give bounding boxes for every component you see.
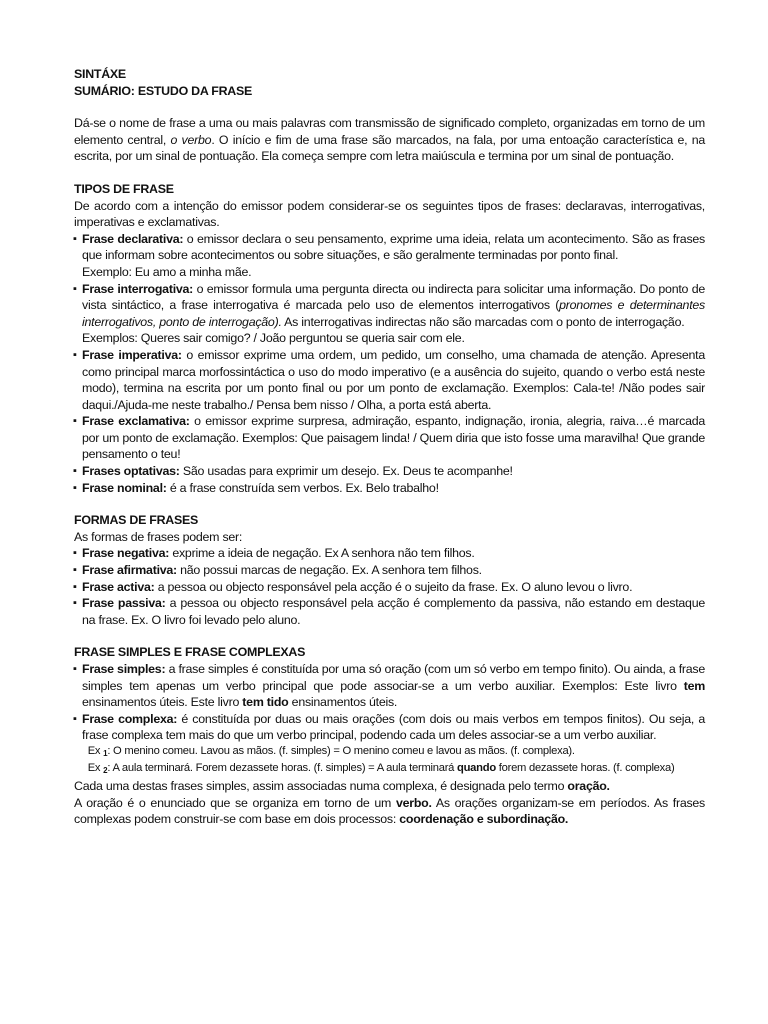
text-negativa: exprime a ideia de negação. Ex A senhora não tem filhos. (169, 546, 475, 561)
term-interrogativa: Frase interrogativa: (82, 281, 194, 296)
term-simples: Frase simples: (82, 662, 166, 676)
intro-text: Dá-se o nome de frase a uma ou mais palavras com transmissão de significado completo, organizadas em torno de um elemento central, (74, 116, 705, 147)
list-item-exclamativa (74, 413, 705, 463)
list-item-passiva (74, 595, 705, 628)
list-item-negativa (74, 545, 705, 562)
list-item-simples (74, 661, 705, 711)
list-item-imperativa (74, 347, 705, 413)
text-passiva: a pessoa ou objecto responsável pela acção é complemento da passiva, não estando em destaque na frase. Ex. O livro foi levado pelo aluno. (82, 596, 705, 627)
document-page (74, 66, 705, 828)
bold-tem: tem (683, 678, 705, 693)
example-2-text: : A aula terminará. Forem dezassete horas. (f. simples) = A aula terminará (107, 761, 458, 774)
list-item-activa (74, 579, 705, 596)
paragraph-oracao (74, 778, 705, 795)
intro-text-end: . O início e fim de uma frase são marcados, na fala, por uma entoação característica e, na escrita, por um sinal de pontuação. Ela começa sempre com letra maiúscula e termina por um sinal de pontuação. (74, 132, 705, 164)
term-nominal: Frase nominal: (82, 480, 167, 495)
bold-quando: quando (457, 761, 496, 774)
text-declarativa: o emissor declara o seu pensamento, exprime uma ideia, relata um acontecimento. São as frases que informam sobre acontecimentos ou sobre situações, e são geralmente terminadas por ponto final. (82, 231, 705, 263)
bold-tem-tido: tem tido (242, 695, 289, 710)
list-item-complexa (74, 711, 705, 744)
list-item-declarativa (74, 231, 705, 264)
example-2 (74, 761, 705, 778)
document-title: SINTÁXE (74, 67, 126, 81)
list-item-optativas (74, 463, 705, 480)
text-interrogativa-end: As interrogativas indirectas não são marcadas com o ponto de interrogação. (281, 314, 685, 329)
bold-oracao: oração. (567, 778, 610, 793)
list-item-afirmativa (74, 562, 705, 579)
text-afirmativa: não possui marcas de negação. Ex. A senhora tem filhos. (176, 563, 482, 578)
paragraph-oracao-text: Cada uma destas frases simples, assim associadas numa complexa, é designada pelo termo (74, 778, 568, 793)
formas-intro: As formas de frases podem ser: (74, 529, 243, 544)
text-optativas: São usadas para exprimir um desejo. Ex. Deus te acompanhe! (179, 464, 513, 479)
section-heading-simples-complexas: FRASE SIMPLES E FRASE COMPLEXAS (74, 645, 306, 660)
paragraph-verbo-text-2: As orações organizam-se em períodos. As frases complexas podem construir-se com base em dois processos: (74, 795, 705, 827)
section-heading-tipos: TIPOS DE FRASE (74, 181, 174, 196)
tipos-intro: De acordo com a intenção do emissor podem considerar-se os seguintes tipos de frases: declaravas, interrogativas, imperativas e exclamativas. (74, 198, 705, 230)
section-heading-formas: FORMAS DE FRASES (74, 513, 199, 528)
example-1-label: Ex (87, 744, 101, 757)
term-negativa: Frase negativa: (82, 546, 170, 561)
bold-verbo: verbo. (395, 795, 432, 810)
term-declarativa: Frase declarativa: (82, 231, 184, 246)
document-subtitle: SUMÁRIO: ESTUDO DA FRASE (74, 83, 253, 98)
text-simples-3: ensinamentos úteis. (288, 695, 398, 710)
list-item-nominal (74, 480, 705, 497)
term-optativas: Frases optativas: (82, 464, 180, 479)
bold-coordenacao-subordinacao: coordenação e subordinação. (399, 812, 569, 827)
term-activa: Frase activa: (82, 579, 155, 594)
text-exclamativa: o emissor exprime surpresa, admiração, espanto, indignação, ironia, alegria, raiva…é marcada por um ponto de exclamação. Exemplos: Que paisagem linda! / Quem diria que isto fosse uma maravilha! Que grande pensamento o teu! (82, 414, 705, 462)
intro-italic-verbo: o verbo (170, 132, 212, 147)
list-item-interrogativa (74, 281, 705, 331)
text-simples-2: ensinamentos úteis. Este livro (82, 695, 243, 710)
example-2-number: 2 (103, 765, 108, 775)
text-nominal: é a frase construída sem verbos. Ex. Belo trabalho! (166, 480, 439, 495)
paragraph-verbo-text: A oração é o enunciado que se organiza em torno de um (74, 795, 396, 810)
text-complexa: é constituída por duas ou mais orações (com dois ou mais verbos em tempos finitos). Ou seja, a frase complexa tem mais do que um verbo principal, podendo cada um deles associar-se a um verbo auxiliar. (82, 711, 706, 743)
term-complexa: Frase complexa: (82, 711, 178, 726)
intro-paragraph (74, 115, 705, 165)
paragraph-verbo (74, 795, 705, 828)
example-interrogativa: Exemplos: Queres sair comigo? / João perguntou se queria sair com ele. (82, 331, 465, 346)
text-simples: a frase simples é constituída por uma só oração (com um só verbo em tempo finito). Ou ainda, a frase simples tem apenas um verbo principal que pode associar-se a um verbo auxiliar. Exemplos: Este livro (82, 662, 705, 693)
term-exclamativa: Frase exclamativa: (82, 414, 190, 429)
example-2-text-end: forem dezassete horas. (f. complexa) (495, 761, 675, 774)
text-imperativa: o emissor exprime uma ordem, um pedido, um conselho, uma chamada de atenção. Apresenta como principal marca morfossintáctica o uso do modo imperativo (e a ausência do sujeito, quando o verbo está neste modo), termina na escrita por um ponto final ou por um ponto de exclamação. Exemplos: Cala-te! /Não podes sair daqui./Ajuda-me neste trabalho./ Pensa bem nisso / Olha, a porta está aberta. (82, 347, 705, 412)
term-passiva: Frase passiva: (82, 596, 166, 611)
term-afirmativa: Frase afirmativa: (82, 563, 177, 578)
example-1-text: : O menino comeu. Lavou as mãos. (f. simples) = O menino comeu e lavou as mãos. (f. complexa). (107, 744, 575, 757)
example-2-label: Ex (87, 761, 101, 774)
example-1 (74, 744, 705, 761)
example-1-number: 1 (103, 748, 108, 758)
example-declarativa: Exemplo: Eu amo a minha mãe. (82, 264, 252, 279)
text-interrogativa: o emissor formula uma pergunta directa ou indirecta para solicitar uma informação. Do ponto de vista sintáctico, a frase interrogativa é marcada pelo uso de elementos interrogativos ( (82, 281, 705, 313)
term-imperativa: Frase imperativa: (82, 347, 182, 362)
text-activa: a pessoa ou objecto responsável pela acção é o sujeito da frase. Ex. O aluno levou o livro. (154, 579, 633, 594)
italic-interrogativa: pronomes e determinantes interrogativos, ponto de interrogação). (82, 298, 705, 329)
